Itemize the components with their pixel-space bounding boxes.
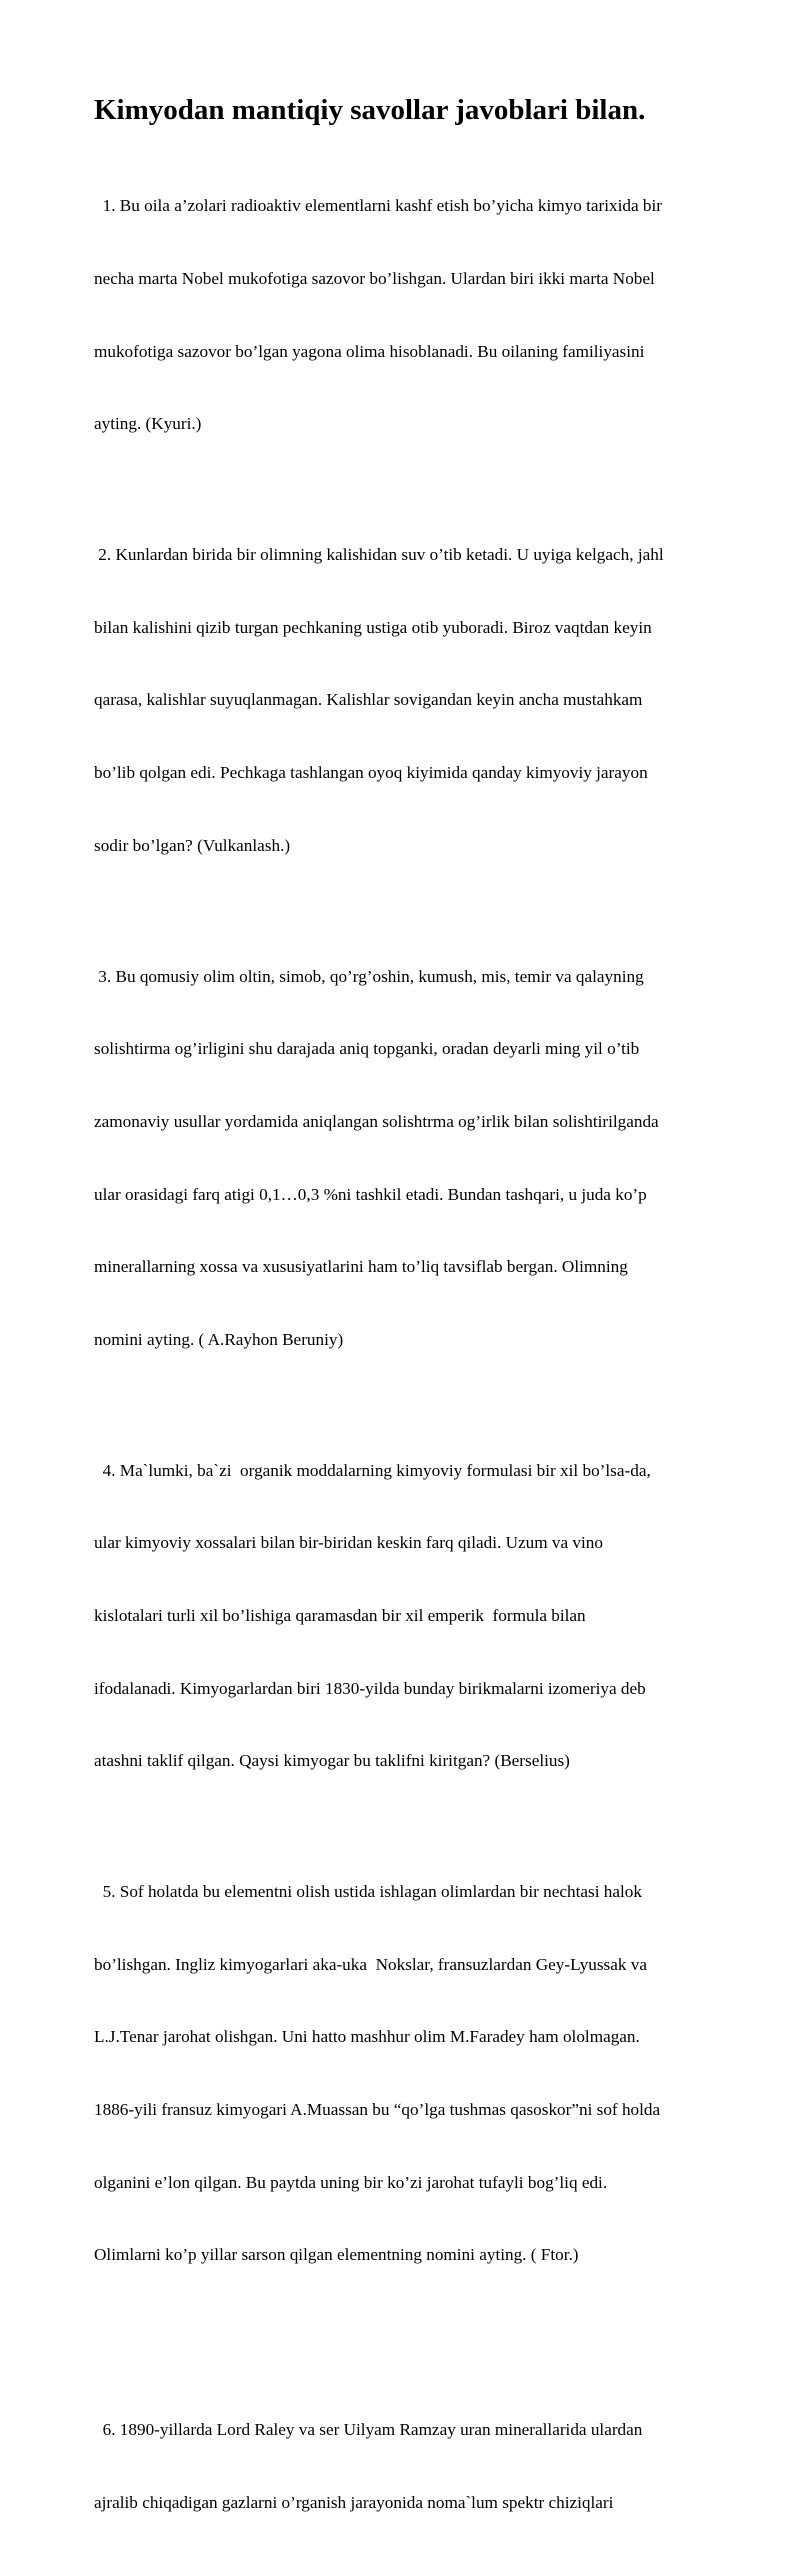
document-body [94, 146, 714, 2574]
text-line: ayting. (Kyuri.) [94, 414, 202, 434]
text-line: kislotalari turli xil bo’lishiga qaramasdan bir xil emperik formula bilan [94, 1605, 586, 1625]
text-line: bilan kalishini qizib turgan pechkaning ustiga otib yuboradi. Biroz vaqtdan keyin [94, 617, 652, 637]
question-6 [94, 2370, 714, 2564]
text-line: ular kimyoviy xossalari bilan bir-biridan keskin farq qiladi. Uzum va vino [94, 1533, 603, 1553]
text-line: L.J.Tenar jarohat olishgan. Uni hatto mashhur olim M.Faradey ham ololmagan. [94, 2027, 640, 2047]
text-line: 5. Sof holatda bu elementni olish ustida ishlagan olimlardan bir nechtasi halok [94, 1882, 642, 1902]
question-5 [94, 1832, 714, 2316]
document-title: Kimyodan mantiqiy savollar javoblari bilan. [94, 94, 646, 126]
text-line: ifodalanadi. Kimyogarlardan biri 1830-yilda bunday birikmalarni izomeriya deb [94, 1678, 646, 1698]
text-line: ular orasidagi farq atigi 0,1…0,3 %ni tashkil etadi. Bundan tashqari, u juda ko’p [94, 1184, 647, 1204]
text-line: zamonaviy usullar yordamida aniqlangan solishtrma og’irlik bilan solishtirilganda [94, 1111, 659, 1131]
text-line: 2. Kunlardan birida bir olimning kalishidan suv o’tib ketadi. U uyiga kelgach, jahl [94, 545, 664, 565]
question-2 [94, 495, 714, 906]
text-line: solishtirma og’irligini shu darajada aniq topganki, oradan deyarli ming yil o’tib [94, 1039, 640, 1059]
text-line: 4. Ma`lumki, ba`zi organik moddalarning kimyoviy formulasi bir xil bo’lsa-da, [94, 1460, 651, 1480]
text-line: 1. Bu oila a’zolari radioaktiv elementlarni kashf etish bo’yicha kimyo tarixida bir [94, 196, 662, 216]
text-line: mukofotiga sazovor bo’lgan yagona olima hisoblanadi. Bu oilaning familiyasini [94, 341, 645, 361]
text-line: sodir bo’lgan? (Vulkanlash.) [94, 835, 291, 855]
text-line: bo’lishgan. Ingliz kimyogarlari aka-uka Nokslar, fransuzlardan Gey-Lyussak va [94, 1954, 647, 1974]
question-4 [94, 1410, 714, 1821]
question-1 [94, 146, 714, 485]
text-line: nomini ayting. ( A.Rayhon Beruniy) [94, 1329, 344, 1349]
text-line: 3. Bu qomusiy olim oltin, simob, qo’rg’oshin, kumush, mis, temir va qalayning [94, 966, 644, 986]
text-line: necha marta Nobel mukofotiga sazovor bo’lishgan. Ulardan biri ikki marta Nobel [94, 269, 655, 289]
text-line: 6. 1890-yillarda Lord Raley va ser Uilyam Ramzay uran minerallarida ulardan [94, 2420, 643, 2440]
text-line: minerallarning xossa va xususiyatlarini ham to’liq tavsiflab bergan. Olimning [94, 1257, 628, 1277]
text-line: atashni taklif qilgan. Qaysi kimyogar bu taklifni kiritgan? (Berselius) [94, 1751, 570, 1771]
text-line: olganini e’lon qilgan. Bu paytda uning bir ko’zi jarohat tufayli bog’liq edi. [94, 2172, 608, 2192]
text-line: 1886-yili fransuz kimyogari A.Muassan bu “qo’lga tushmas qasoskor”ni sof holda [94, 2100, 661, 2120]
text-line: Olimlarni ko’p yillar sarson qilgan elementning nomini ayting. ( Ftor.) [94, 2245, 579, 2265]
text-line: ajralib chiqadigan gazlarni o’rganish jarayonida noma`lum spektr chiziqlari [94, 2492, 614, 2512]
text-line: bo’lib qolgan edi. Pechkaga tashlangan oyoq kiyimida qanday kimyoviy jarayon [94, 763, 648, 783]
text-line: qarasa, kalishlar suyuqlanmagan. Kalishlar sovigandan keyin ancha mustahkam [94, 690, 643, 710]
question-3 [94, 916, 714, 1400]
